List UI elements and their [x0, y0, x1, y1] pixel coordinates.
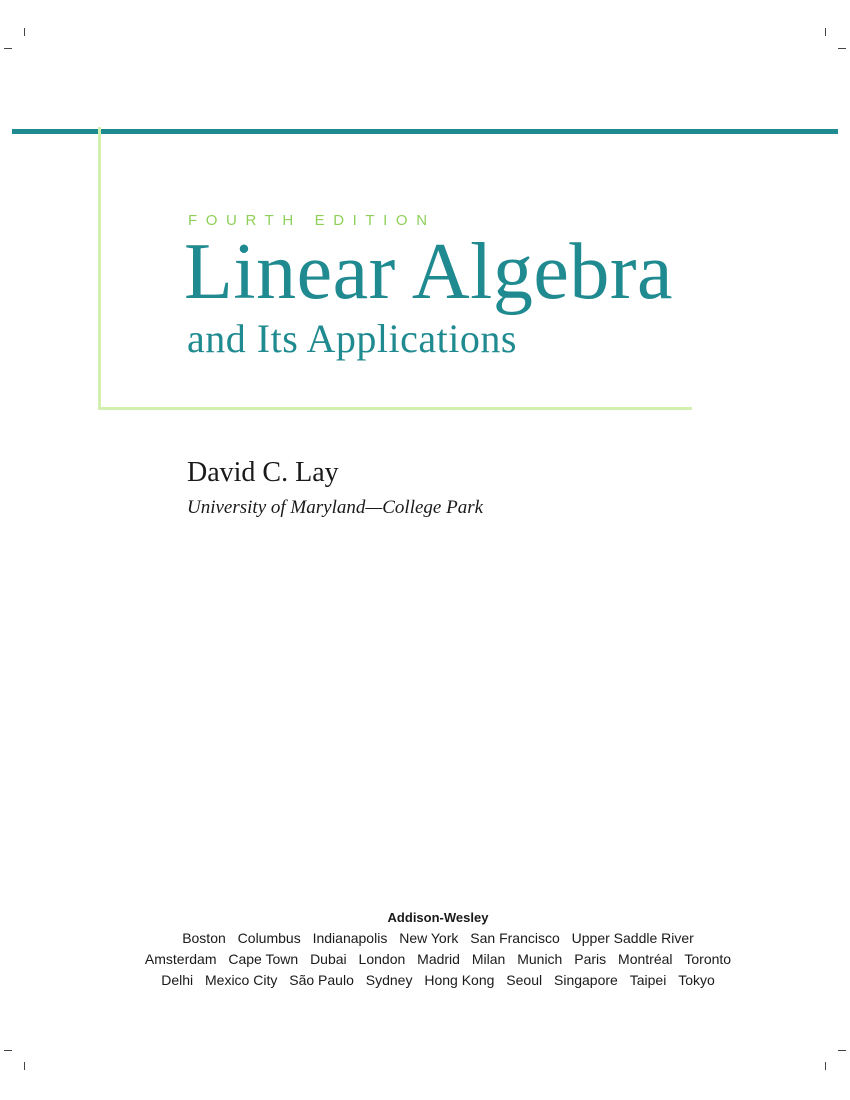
author-name: David C. Lay — [187, 457, 339, 488]
cities-line-1 — [100, 928, 776, 949]
city: Tokyo — [678, 972, 715, 988]
city: Seoul — [506, 972, 543, 988]
city: Boston — [182, 930, 226, 946]
city: Mexico City — [205, 972, 278, 988]
crop-mark — [825, 1062, 826, 1070]
city: Toronto — [684, 951, 732, 967]
top-rule — [12, 129, 838, 134]
frame-bottom-rule — [98, 407, 692, 410]
city: San Francisco — [470, 930, 560, 946]
city: Cape Town — [228, 951, 299, 967]
city: Munich — [517, 951, 563, 967]
publisher-name: Addison-Wesley — [387, 910, 489, 925]
city: Taipei — [629, 972, 667, 988]
city: Amsterdam — [144, 951, 217, 967]
crop-mark — [4, 1050, 12, 1051]
city: São Paulo — [289, 972, 354, 988]
city: London — [358, 951, 406, 967]
crop-mark — [838, 48, 846, 49]
book-subtitle: and Its Applications — [187, 316, 517, 361]
city: Madrid — [417, 951, 460, 967]
city: Hong Kong — [424, 972, 495, 988]
book-title: Linear Algebra — [184, 228, 673, 316]
city: Delhi — [161, 972, 194, 988]
city: Upper Saddle River — [571, 930, 694, 946]
crop-mark — [838, 1050, 846, 1051]
city: Singapore — [554, 972, 618, 988]
crop-mark — [24, 1062, 25, 1070]
crop-mark — [24, 28, 25, 36]
city: Montréal — [618, 951, 673, 967]
city: Milan — [471, 951, 506, 967]
crop-mark — [825, 28, 826, 36]
city: Columbus — [237, 930, 301, 946]
city: Sydney — [365, 972, 413, 988]
author-affiliation: University of Maryland—College Park — [187, 497, 484, 518]
cities-line-3 — [100, 970, 776, 991]
city: Indianapolis — [312, 930, 388, 946]
city: Dubai — [310, 951, 347, 967]
cities-line-2 — [100, 949, 776, 970]
crop-mark — [4, 48, 12, 49]
city: Paris — [574, 951, 607, 967]
city: New York — [399, 930, 459, 946]
publisher-block — [100, 908, 776, 991]
edition-label: FOURTH EDITION — [188, 212, 436, 229]
frame-left-rule — [98, 127, 101, 410]
